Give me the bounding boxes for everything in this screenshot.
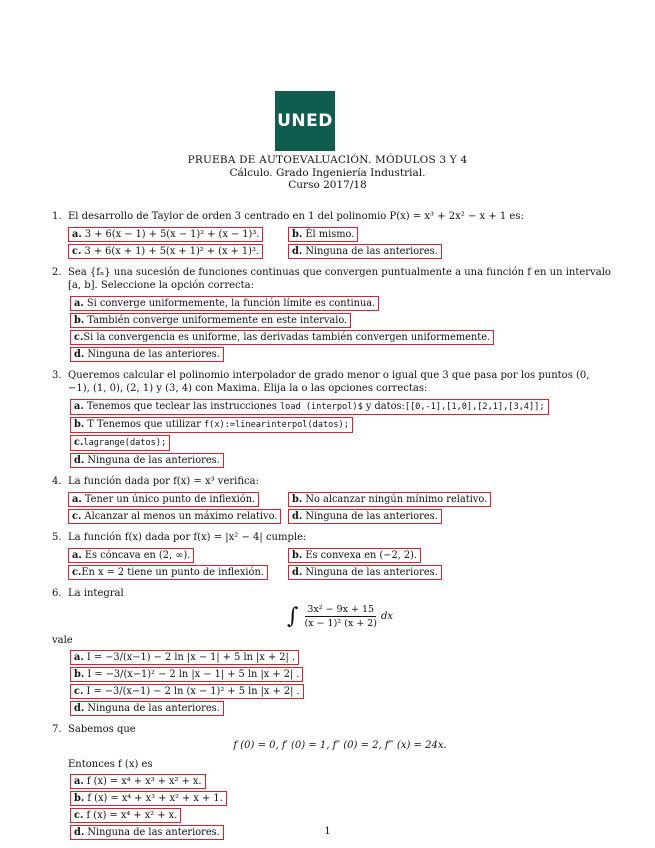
question-6: [52, 587, 612, 717]
question-1: [52, 210, 612, 260]
integral-denominator: (x − 1)² (x + 2): [304, 618, 377, 629]
question-text: El desarrollo de Taylor de orden 3 centrado en 1 del polinomio P(x) = x³ + 2x² − x + 1 es:: [68, 211, 524, 222]
option-c[interactable]: c.En x = 2 tiene un punto de inflexión.: [68, 565, 268, 580]
option-c[interactable]: c. I = −3/(x−1) − 2 ln (x − 1)² + 5 ln |x + 2| .: [70, 684, 304, 699]
page-number: 1: [324, 826, 331, 837]
question-number: 1.: [52, 211, 62, 222]
course-year: Curso 2017/18: [288, 179, 367, 191]
option-c[interactable]: c.Si la convergencia es uniforme, las derivadas también convergen uniformemente.: [70, 330, 494, 345]
question-number: 4.: [52, 476, 62, 487]
option-a[interactable]: a. Si converge uniformemente, la función límite es continua.: [70, 296, 379, 311]
question-number: 3.: [52, 370, 62, 381]
integral-sign: ∫: [287, 603, 299, 629]
option-c[interactable]: c.lagrange(datos);: [70, 435, 170, 451]
option-d[interactable]: d. Ninguna de las anteriores.: [288, 565, 442, 580]
question-text: Sabemos que: [68, 724, 136, 735]
question-number: 5.: [52, 532, 62, 543]
conditions-formula: f (0) = 0, f′ (0) = 1, f″ (0) = 2, f‴ (x) = 24x.: [233, 740, 447, 751]
option-a[interactable]: a. Tenemos que teclear las instrucciones load (interpol)$ y datos:[[0,-1],[1,0],[2,1],[3,4]];: [70, 399, 549, 415]
option-b[interactable]: b. Él mismo.: [288, 227, 358, 242]
option-a[interactable]: a. Tener un único punto de inflexión.: [68, 492, 259, 507]
option-b[interactable]: b. También converge uniformemente en este intervalo.: [70, 313, 351, 328]
option-c[interactable]: c. 3 + 6(x + 1) + 5(x + 1)² + (x + 1)³.: [68, 244, 263, 259]
integral-formula: [68, 603, 612, 630]
question-number: 2.: [52, 267, 62, 278]
option-a[interactable]: a. I = −3/(x−1) − 2 ln |x − 1| + 5 ln |x + 2| .: [70, 650, 299, 665]
document-header: [0, 154, 655, 192]
question-number: 6.: [52, 588, 62, 599]
question-text: Sea {fₙ} una sucesión de funciones continuas que convergen puntualmente a una función f en un intervalo [a, b]. Seleccione la opción correcta:: [68, 267, 611, 291]
question-2: [52, 266, 612, 363]
option-d[interactable]: d. Ninguna de las anteriores.: [288, 509, 442, 524]
uned-logo: UNED: [275, 91, 335, 151]
option-b[interactable]: b. T Tenemos que utilizar f(x):=linearinterpol(datos);: [70, 417, 353, 433]
question-number: 7.: [52, 724, 62, 735]
option-b[interactable]: b. Es convexa en (−2, 2).: [288, 548, 421, 563]
question-text: La función f(x) dada por f(x) = |x² − 4| cumple:: [68, 532, 307, 543]
question-text-after: vale: [52, 635, 73, 646]
option-d[interactable]: d. Ninguna de las anteriores.: [70, 347, 224, 362]
document-subtitle: Cálculo. Grado Ingeniería Industrial.: [229, 166, 426, 179]
question-text-after: Entonces f (x) es: [68, 759, 153, 770]
option-a[interactable]: a. f (x) = x⁴ + x³ + x² + x.: [70, 774, 206, 789]
question-text: Queremos calcular el polinomio interpolador de grado menor o igual que 3 que pasa por los puntos (0, −1), (1, 0), (2, 1) y (3, 4) con Maxima. Elija la o las opciones correctas:: [68, 370, 590, 394]
option-c[interactable]: c. Alcanzar al menos un máximo relativo.: [68, 509, 281, 524]
option-d[interactable]: d. Ninguna de las anteriores.: [70, 825, 224, 840]
option-b[interactable]: b. f (x) = x⁴ + x³ + x² + x + 1.: [70, 791, 227, 806]
questions-list: [52, 210, 612, 847]
document-title: PRUEBA DE AUTOEVALUACIÓN. MÓDULOS 3 Y 4: [187, 154, 468, 166]
question-5: [52, 531, 612, 581]
option-d[interactable]: d. Ninguna de las anteriores.: [70, 453, 224, 468]
question-text: La integral: [68, 588, 124, 599]
option-b[interactable]: b. I = −3/(x−1)² − 2 ln |x − 1| + 5 ln |x + 2| .: [70, 667, 303, 682]
option-a[interactable]: a. 3 + 6(x − 1) + 5(x − 1)² + (x − 1)³.: [68, 227, 263, 242]
option-a[interactable]: a. Es cóncava en (2, ∞).: [68, 548, 194, 563]
question-7: [52, 723, 612, 841]
option-d[interactable]: d. Ninguna de las anteriores.: [70, 701, 224, 716]
option-b[interactable]: b. No alcanzar ningún mínimo relativo.: [288, 492, 491, 507]
question-3: [52, 369, 612, 469]
integral-dx: dx: [380, 611, 393, 622]
question-4: [52, 475, 612, 525]
integral-numerator: 3x² − 9x + 15: [307, 604, 375, 615]
option-c[interactable]: c. f (x) = x⁴ + x² + x.: [70, 808, 181, 823]
question-text: La función dada por f(x) = x³ verifica:: [68, 476, 259, 487]
option-d[interactable]: d. Ninguna de las anteriores.: [288, 244, 442, 259]
